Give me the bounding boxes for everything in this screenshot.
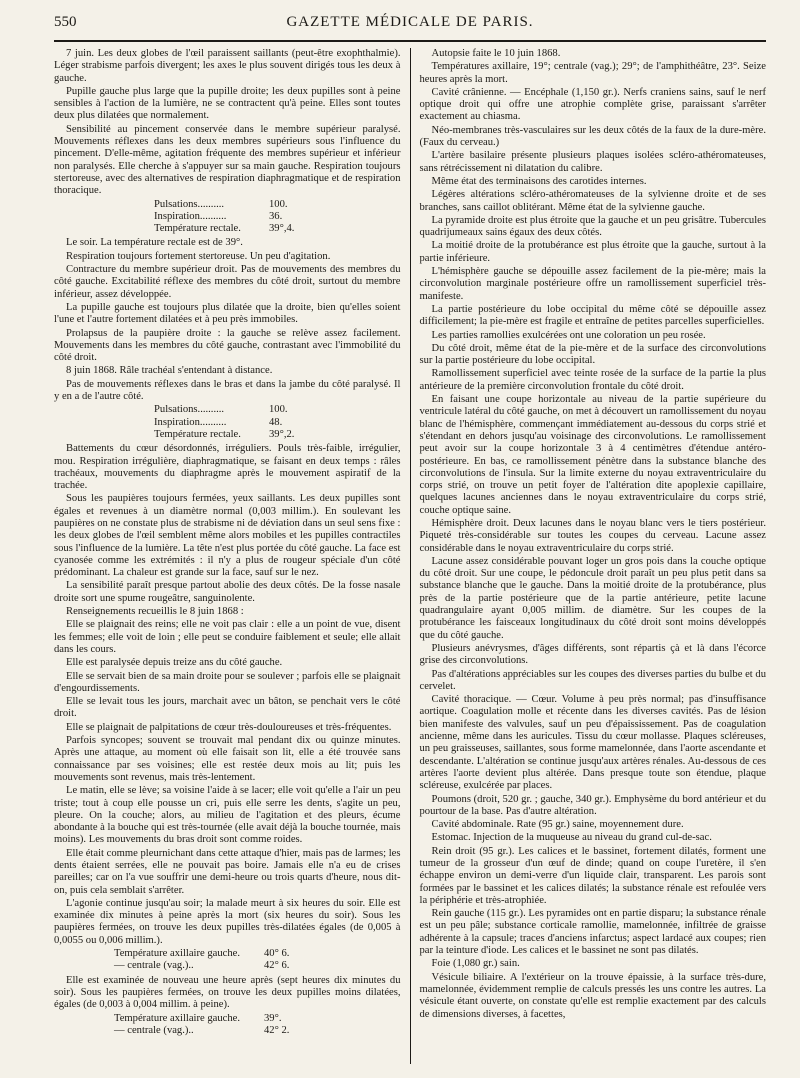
paragraph: La pyramide droite est plus étroite que la gauche et un peu grisâtre. Tubercules quadrijumeaux sains égaux des deux côtés. [419,214,766,239]
vitals-value: 100. [269,198,288,210]
paragraph: Températures axillaire, 19°; centrale (vag.); 29°; de l'amphithéâtre, 23°. Seize heures après la mort. [419,61,766,85]
paragraph: Les parties ramollies exulcérées ont une coloration un peu rosée. [431,329,706,341]
vitals-table-1 [154,199,401,236]
paragraph: La partie postérieure du lobe occipital du même côté se dépouille assez difficilement; la pie-mère est fragile et entraîne de petites parcelles superficielles. [419,303,766,328]
header-rule [54,40,766,42]
paragraph: Vésicule biliaire. A l'extérieur on la trouve épaissie, à la surface très-dure, mamelonnée, évidemment remplie de calculs pressés les uns contre les autres. La vésicule étant ouverte, on constate qu'elle est remplie exactement par des calculs de dimensions diverses, à facettes, [419,971,766,1020]
paragraph: L'agonie continue jusqu'au soir; la malade meurt à six heures du soir. Elle est examinée dix minutes à peine après la mort (six heures du soir). Sous les paupières fermées, on trouve les deux pupilles très-dilatées égales (de 0,005 à 0,0055 ou 0,006 millim.). [54,897,401,946]
paragraph: La moitié droite de la protubérance est plus étroite que la gauche, surtout à la partie inférieure. [419,240,766,264]
right-column [410,48,767,1064]
left-column [54,48,410,1064]
paragraph: Elle se plaignait de palpitations de cœur très-douloureuses et très-fréquentes. [66,721,392,733]
paragraph: En faisant une coupe horizontale au niveau de la partie supérieure du ventricule latéral du côté gauche, on met à découvert un ramollissement du noyau blanc de l'hémisphère, commençant immédiatement au-dessous du corps strié et s'étendant en dehors jusqu'au voisinage des circonvolutions. Le ramollissement peut avoir sur la coupe horizontale 3 à 4 centimètres d'étendue antéro-postérieure. En bas, ce ramollissement pénètre dans la substance blanche des circonvolutions de l'insula. Sur la limite externe du noyau extraventriculaire du corps strié, on trouve un petit foyer de l'altération dite apoplexie capillaire, quelques lacunes anciennes dans le noyau extraventriculaire du corps strié, couche optique saine. [419,394,766,516]
temperature-row [114,1025,401,1037]
paragraph: Renseignements recueillis le 8 juin 1868 : [66,606,244,618]
paragraph: Cavité abdominale. Rate (95 gr.) saine, moyennement dure. [431,819,684,831]
paragraph: Elle se servait bien de sa main droite pour se soulever ; parfois elle se plaignait d'engourdissements. [54,670,401,694]
paragraph: Rein gauche (115 gr.). Les pyramides ont en partie disparu; la substance rénale est un peu pâle; substance corticale ramollie, mamelonnée, infiltrée de graisse adhérente à la capsule; traces d'anciens infarctus; aspect lardacé aux coupes; rien par la teinture d'iode. Les calices et le bassinet ne sont pas dilatés. [419,908,766,957]
paragraph: Cavité crânienne. — Encéphale (1,150 gr.). Nerfs craniens sains, sauf le nerf optique droit qui offre une atrophie complète grise, paraissant s'arrêter exactement au chiasma. [419,86,766,123]
paragraph: Lacune assez considérable pouvant loger un gros pois dans la couche optique du côté droit. Sur une coupe, le pédoncule droit paraît un peu plus petit dans sa substance blanche que le gauche. Dans la moitié droite de la protubérance, plus près de la partie postérieure que de la partie antérieure, petite lacune quadrangulaire ayant 0,005 millim. de diamètre. Sur les coupes de la protubérance les faisceaux longitudinaux du côté droit sont moins développés que du côté gauche. [419,555,766,641]
vitals-label: Inspiration.......... [154,416,227,428]
temperature-label: Température axillaire gauche. [114,948,241,960]
temperature-label: Température axillaire gauche. [114,1012,241,1024]
paragraph: Prolapsus de la paupière droite : la gauche se relève assez facilement. Mouvements dans les membres du côté gauche, contrastant avec l'immobilité du côté droit. [54,327,401,364]
paragraph: Rein droit (95 gr.). Les calices et le bassinet, fortement dilatés, forment une tumeur de la grosseur d'un œuf de dinde; quand on coupe l'uretère, il s'en échappe environ un demi-verre d'un liquide clair, transparent. Les parois sont formées par le bassinet et les calices dilatés; la substance rénale est refoulée vers la périphérie et très-atrophiée. [419,845,766,906]
vitals-value: 39°,4. [269,223,295,235]
paragraph: Elle est examinée de nouveau une heure après (sept heures dix minutes du soir). Sous les paupières fermées, on trouve les deux pupilles moins dilatées, égales (de 0,003 à 0,004 millim. à peine). [54,974,401,1011]
vitals-label: Pulsations.......... [154,198,225,210]
vitals-row [154,417,401,429]
paragraph: Le soir. La température rectale est de 39°. [66,237,243,249]
paragraph: Poumons (droit, 520 gr. ; gauche, 340 gr.). Emphysème du bord antérieur et du pourtour de la base. Pas d'autre altération. [419,793,766,817]
paragraph: Elle se plaignait des reins; elle ne voit pas clair : elle a un point de vue, disent les femmes; elle voit de loin ; elle peut se conduire faiblement et seule; elle allait dans les cours. [54,619,401,655]
vitals-value: 36. [269,210,283,222]
vitals-value: 48. [269,416,283,428]
paragraph: Pas de mouvements réflexes dans le bras et dans la jambe du côté paralysé. Il y en a de l'autre côté. [54,378,401,403]
vitals-row [154,223,401,235]
temperature-value: 40° 6. [264,948,290,960]
paragraph: Battements du cœur désordonnés, irréguliers. Pouls très-faible, irrégulier, mou. Respiration irrégulière, diaphragmatique, se faisant en deux temps : râles trachéaux, mouvements du diaphragme après le mouvement aspiratif de la trachée. [54,443,401,492]
paragraph: La pupille gauche est toujours plus dilatée que la droite, bien qu'elles soient l'une et l'autre fortement dilatées et à peu près immobiles. [54,301,401,326]
paragraph: Pupille gauche plus large que la pupille droite; les deux pupilles sont à peine sensibles à l'action de la lumière, ne se contractent qu'à peine. Elles sont toutes deux plus dilatées que normalement. [54,85,401,122]
paragraph: 7 juin. Les deux globes de l'œil paraissent saillants (peut-être exophthalmie). Léger strabisme parfois divergent; les axes le plus souvent dirigés tous les deux à gauche. [54,48,401,84]
vitals-value: 100. [269,404,288,416]
paragraph: L'artère basilaire présente plusieurs plaques isolées scléro-athéromateuses, sans rétrécissement ni dilatation du calibre. [419,150,766,174]
paragraph: Hémisphère droit. Deux lacunes dans le noyau blanc vers le tiers postérieur. Piqueté très-considérable sur toutes les coupes du cerveau. Lacune assez considérable dans le noyau extraventriculaire du corps strié. [419,517,766,554]
paragraph: 8 juin 1868. Râle trachéal s'entendant à distance. [66,365,273,377]
paragraph: Le matin, elle se lève; sa voisine l'aide à se lacer; elle voit qu'elle a l'air un peu triste; tout à coup elle pousse un cri, puis elle serre les dents, s'agite un peu, pleure. On la couche; alors, au milieu de l'agitation et des pleurs, écume abondante à la bouche qui est très-tournée (elle avait déjà la bouche tournée, mais moins). Les mouvements du bras droit sont comme roides. [54,785,401,846]
paragraph: L'hémisphère gauche se dépouille assez facilement de la pie-mère; mais la circonvolution marginale postérieure offre un ramollissement superficiel très-manifeste. [419,266,766,302]
vitals-value: 39°,2. [269,428,295,440]
temperature-value: 39°. [264,1012,282,1024]
paragraph: Respiration toujours fortement stertoreuse. Un peu d'agitation. [66,250,331,262]
paragraph: Parfois syncopes; souvent se trouvait mal pendant dix ou quinze minutes. Après une attaque, au moment où elle faisait son lit, elle a été trouvée sans connaissance par ses voisines; elle est restée deux mois au lit; puis les mouvements sont revenus, mais très-lentement. [54,735,401,783]
paragraph: Ramollissement superficiel avec teinte rosée de la surface de la partie la plus antérieure de la première circonvolution frontale du côté droit. [419,368,766,392]
paragraph: Néo-membranes très-vasculaires sur les deux côtés de la faux de la dure-mère. (Faux du cerveau.) [419,124,766,149]
two-column-body [54,48,766,1064]
paragraph: Contracture du membre supérieur droit. Pas de mouvements des membres du côté gauche. Excitabilité réflexe des membres du côté droit, surtout du membre inférieur, assez développée. [54,264,401,300]
vitals-row [154,429,401,441]
paragraph: La sensibilité paraît presque partout abolie des deux côtés. De la fosse nasale droite sort une spume rougeâtre, sanguinolente. [54,580,401,604]
paragraph: Plusieurs anévrysmes, d'âges différents, sont répartis çà et là dans l'écorce grise des circonvolutions. [419,642,766,667]
vitals-label: Température rectale. [154,223,241,235]
paragraph: Sensibilité au pincement conservée dans le membre supérieur paralysé. Mouvements réflexes dans les deux membres supérieurs sous l'influence du pincement. D'elle-même, agitation fréquente des membres supérieur et inférieur non paralysés. Elle cherche à s'appuyer sur sa main gauche. Respiration toujours stertoreuse, avec des alternatives de respiration diaphragmatique et de respiration thoracique. [54,123,401,197]
vitals-label: Pulsations.......... [154,404,225,416]
paragraph: Elle était comme pleurnichant dans cette attaque d'hier, mais pas de larmes; les dents étaient serrées, elle ne pouvait pas boire. Jamais elle n'a eu de crises pareilles; car on l'a vue souffrir une demi-heure ou trois quarts d'heure, nous dit-on, puis cela semblait s'arrêter. [54,847,401,896]
page-number: 550 [54,14,77,30]
vitals-label: Température rectale. [154,428,241,440]
paragraph: Même état des terminaisons des carotides internes. [431,175,647,187]
vitals-row [154,211,401,223]
vitals-row [154,404,401,416]
vitals-table-2 [154,404,401,441]
temperature-row [114,948,401,960]
paragraph: Sous les paupières toujours fermées, yeux saillants. Les deux pupilles sont égales et revenues à un diamètre normal (0,003 millim.). En soulevant les paupières on ne constate plus de strabisme ni de déviation dans un seul sens fixe : les deux globes de l'œil semblent même alors mobiles et les pupilles contractiles sous l'influence de la lumière. La tête n'est plus portée du côté gauche. La face est cyanosée comme les extrémités : il n'y a plus de rougeur spéciale d'un côté prédominant. La chaleur est grande sur la face, sauf sur le nez. [54,493,401,579]
paragraph: Pas d'altérations appréciables sur les coupes des diverses parties du bulbe et du cervelet. [419,668,766,692]
vitals-row [154,199,401,211]
paragraph: Cavité thoracique. — Cœur. Volume à peu près normal; pas d'insuffisance aortique. Coagulation molle et récente dans les diverses cavités. Pas de lésion bien manifeste des valvules, sauf un peu d'épaississement. Pas de coagulation ancienne, même dans les auricules. Tissu du cœur mollasse. Plaques scléreuses, un peu graisseuses, saillantes, sous forme mamelonnée, dans l'aorte ascendante et descendante. L'altération se continue jusqu'aux artères rénales. Au-dessous de ces artères l'aorte devient plus altérée. Dans presque toute son étendue, plaque scléreuse, exulcérée par places. [419,694,766,792]
vitals-label: Inspiration.......... [154,210,227,222]
paragraph: Autopsie faite le 10 juin 1868. [431,48,561,59]
paragraph: Légères altérations scléro-athéromateuses de la sylvienne droite et de ses branches, sans caillot oblitérant. Même état de la sylvienne gauche. [419,189,766,213]
paragraph: Du côté droit, même état de la pie-mère et de la surface des circonvolutions sur la partie postérieure du lobe occipital. [419,342,766,367]
paragraph: Estomac. Injection de la muqueuse au niveau du grand cul-de-sac. [431,832,712,844]
temperature-value: 42° 6. [264,960,290,972]
journal-title: GAZETTE MÉDICALE DE PARIS. [286,14,534,30]
temperature-table-1 [114,948,401,973]
paragraph: Foie (1,080 gr.) sain. [431,958,520,970]
temperature-label: — centrale (vag.).. [114,1024,194,1036]
temperature-row [114,1013,401,1025]
paragraph: Elle se levait tous les jours, marchait avec un bâton, se penchait vers le côté droit. [54,696,401,720]
temperature-label: — centrale (vag.).. [114,960,194,972]
paragraph: Elle est paralysée depuis treize ans du côté gauche. [66,657,283,669]
running-header [54,14,766,36]
temperature-row [114,960,401,972]
temperature-table-2 [114,1013,401,1038]
temperature-value: 42° 2. [264,1024,290,1036]
